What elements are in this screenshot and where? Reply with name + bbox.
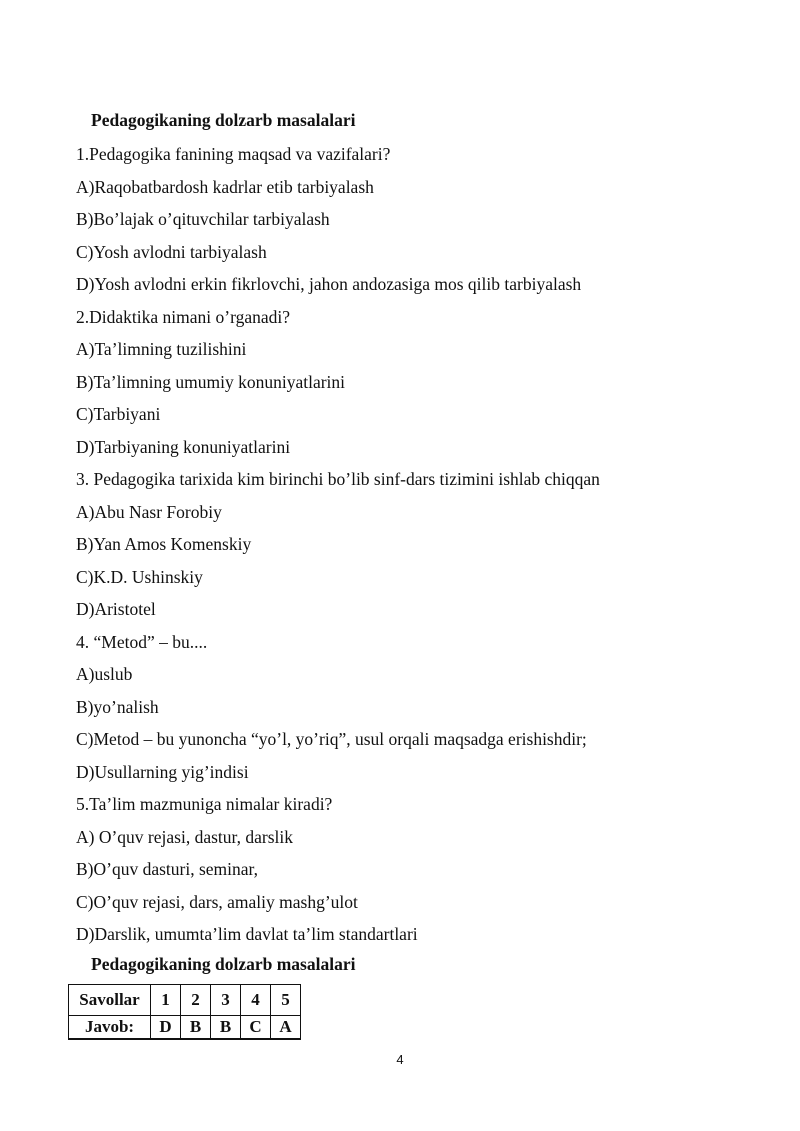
option-4d: D)Usullarning yig’indisi <box>76 761 249 782</box>
option-2d: D)Tarbiyaning konuniyatlarini <box>76 436 291 457</box>
answer-cell: D <box>151 1016 181 1040</box>
question-1: 1.Pedagogika fanining maqsad va vazifalari? <box>76 144 391 164</box>
page-title: Pedagogikaning dolzarb masalalari <box>91 110 356 130</box>
option-4a: A)uslub <box>76 664 133 684</box>
option-2c: C)Tarbiyani <box>76 404 161 424</box>
option-5d: D)Darslik, umumta’lim davlat ta’lim standartlari <box>76 924 418 944</box>
answer-cell: C <box>241 1016 271 1040</box>
answers-row <box>69 1016 301 1040</box>
option-1a: A)Raqobatbardosh kadrlar etib tarbiyalash <box>76 176 374 197</box>
questions-label: Savollar <box>69 985 151 1016</box>
option-5c: C)O’quv rejasi, dars, amaliy mashg’ulot <box>76 891 358 912</box>
option-3a: A)Abu Nasr Forobiy <box>76 501 222 522</box>
option-5b: B)O’quv dasturi, seminar, <box>76 859 259 879</box>
question-number-cell: 1 <box>151 985 181 1016</box>
question-5: 5.Ta’lim mazmuniga nimalar kiradi? <box>76 794 333 814</box>
option-3d: D)Aristotel <box>76 599 156 619</box>
answer-cell: A <box>271 1016 301 1040</box>
question-number-cell: 4 <box>241 985 271 1016</box>
questions-row <box>69 985 301 1016</box>
answer-cell: B <box>211 1016 241 1040</box>
option-3c: C)K.D. Ushinskiy <box>76 566 203 587</box>
question-3: 3. Pedagogika tarixida kim birinchi bo’lib sinf-dars tizimini ishlab chiqqan <box>76 469 600 489</box>
answer-cell: B <box>181 1016 211 1040</box>
question-2: 2.Didaktika nimani o’rganadi? <box>76 306 290 327</box>
option-2a: A)Ta’limning tuzilishini <box>76 339 247 359</box>
answer-key-table <box>68 984 301 1040</box>
option-4b: B)yo’nalish <box>76 696 159 717</box>
question-4: 4. “Metod” – bu.... <box>76 631 208 652</box>
question-number-cell: 5 <box>271 985 301 1016</box>
question-list <box>76 143 776 956</box>
option-2b: B)Ta’limning umumiy konuniyatlarini <box>76 371 346 392</box>
option-1d: D)Yosh avlodni erkin fikrlovchi, jahon andozasiga mos qilib tarbiyalash <box>76 274 582 294</box>
option-5a: A) O’quv rejasi, dastur, darslik <box>76 826 294 847</box>
answer-key-title: Pedagogikaning dolzarb masalalari <box>91 954 356 974</box>
option-1c: C)Yosh avlodni tarbiyalash <box>76 241 267 262</box>
option-4c: C)Metod – bu yunoncha “yo’l, yo’riq”, usul orqali maqsadga erishishdir; <box>76 729 587 749</box>
question-number-cell: 3 <box>211 985 241 1016</box>
page-number: 4 <box>396 1052 404 1067</box>
answers-label: Javob: <box>69 1016 151 1040</box>
option-3b: B)Yan Amos Komenskiy <box>76 534 252 554</box>
question-number-cell: 2 <box>181 985 211 1016</box>
option-1b: B)Bo’lajak o’qituvchilar tarbiyalash <box>76 209 330 229</box>
